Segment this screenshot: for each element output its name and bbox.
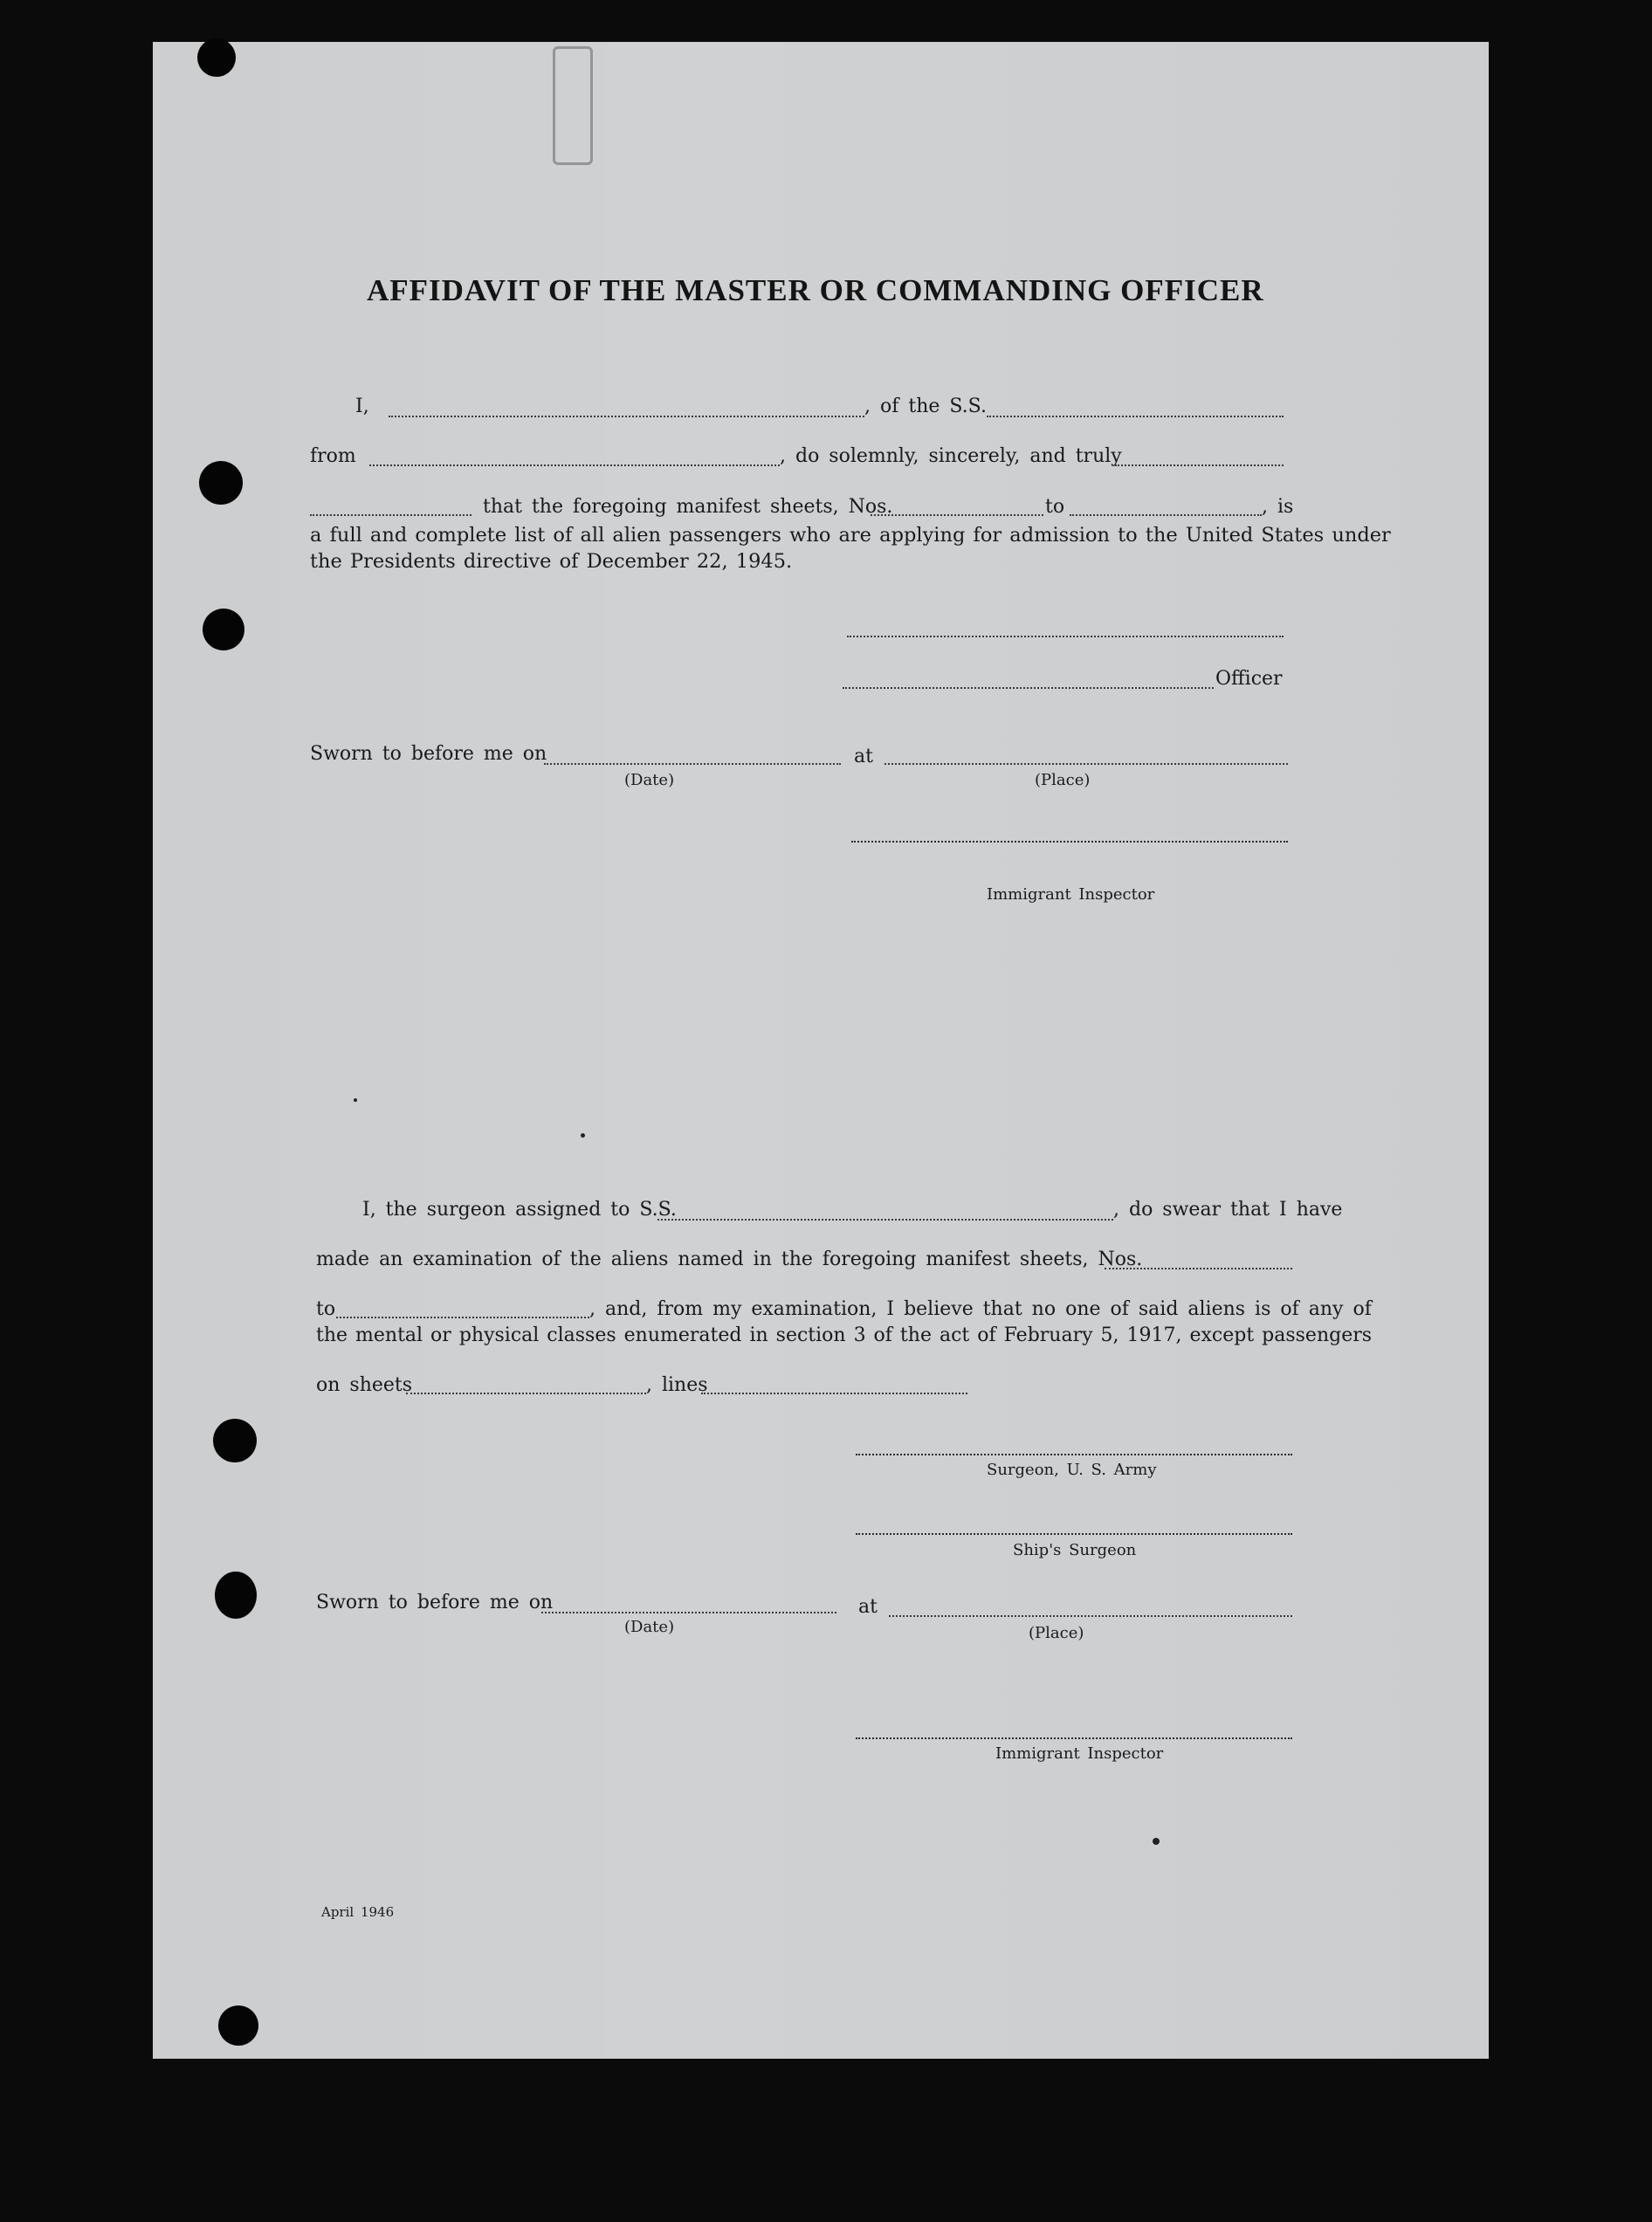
- of-ss-label: , of the S.S.: [864, 396, 987, 417]
- surgeon-sheets-to-field[interactable]: [336, 1317, 589, 1318]
- surgeon-line-1a: I, the surgeon assigned to S.S.: [362, 1199, 677, 1221]
- punch-hole: [197, 38, 236, 77]
- inspector-signature-line-1[interactable]: [851, 841, 1288, 843]
- is-label: , is: [1262, 496, 1294, 518]
- declaration-line-2: a full and complete list of all alien passengers who are applying for admission to the United States under: [310, 524, 1391, 547]
- place-caption-1: (Place): [1035, 771, 1091, 789]
- master-signature-field[interactable]: [847, 636, 1284, 637]
- form-date: April 1946: [321, 1904, 395, 1920]
- exception-sheets-field[interactable]: [406, 1393, 646, 1394]
- from-label: from: [310, 445, 356, 467]
- sworn-label-2: Sworn to before me on: [316, 1592, 554, 1613]
- surgeon-to-label: to: [316, 1298, 336, 1320]
- form-title: AFFIDAVIT OF THE MASTER OR COMMANDING OFFICER: [367, 273, 1264, 307]
- exception-lines-field[interactable]: [701, 1393, 967, 1394]
- sheet-to-field[interactable]: [1070, 514, 1262, 516]
- speck: [1153, 1838, 1160, 1845]
- at-label-1: at: [854, 746, 873, 767]
- lines-label: , lines: [646, 1374, 708, 1396]
- stamp-mark: [553, 46, 593, 165]
- declare-field[interactable]: [310, 514, 472, 516]
- punch-hole: [199, 461, 243, 505]
- surgeon-line-4: the mental or physical classes enumerated in section 3 of the act of February 5, 1917, except passengers: [316, 1324, 1373, 1346]
- punch-hole: [213, 1419, 257, 1462]
- sworn-place-field-2[interactable]: [889, 1615, 1292, 1617]
- speck: [581, 1133, 585, 1138]
- declaration-line-3: the Presidents directive of December 22, 1945.: [310, 550, 793, 573]
- solemnly-label: , do solemnly, sincerely, and truly: [780, 445, 1122, 467]
- surgeon-ship-field[interactable]: [657, 1219, 1113, 1221]
- master-name-field[interactable]: [389, 416, 864, 417]
- officer-field[interactable]: [843, 687, 1214, 689]
- oath-field[interactable]: [1115, 464, 1284, 466]
- surgeon-sheets-from-field[interactable]: [1105, 1268, 1292, 1269]
- date-caption-2: (Date): [624, 1618, 675, 1636]
- sworn-date-field-1[interactable]: [544, 763, 841, 765]
- punch-hole: [215, 1572, 257, 1619]
- army-surgeon-label: Surgeon, U. S. Army: [987, 1461, 1157, 1479]
- speck: [354, 1098, 357, 1102]
- sworn-label-1: Sworn to before me on: [310, 743, 547, 765]
- foregoing-sheets-label: that the foregoing manifest sheets, Nos.: [483, 496, 893, 518]
- ship-name-field[interactable]: [987, 416, 1284, 417]
- surgeon-line-3b: , and, from my examination, I believe that no one of said aliens is of any of: [589, 1298, 1372, 1320]
- ships-surgeon-signature-line[interactable]: [856, 1533, 1292, 1535]
- punch-hole: [218, 2005, 258, 2046]
- from-port-field[interactable]: [369, 464, 780, 466]
- officer-label: Officer: [1215, 668, 1283, 690]
- immigrant-inspector-label-1: Immigrant Inspector: [987, 885, 1155, 904]
- surgeon-line-2: made an examination of the aliens named in the foregoing manifest sheets, Nos.: [316, 1249, 1143, 1270]
- to-label: to: [1045, 496, 1065, 518]
- surgeon-line-1b: , do swear that I have: [1113, 1199, 1343, 1221]
- inspector-signature-line-2[interactable]: [856, 1737, 1292, 1739]
- date-caption-1: (Date): [624, 771, 675, 789]
- sworn-date-field-2[interactable]: [541, 1612, 836, 1613]
- place-caption-2: (Place): [1029, 1624, 1084, 1642]
- punch-hole: [203, 609, 244, 650]
- on-sheets-label: on sheets: [316, 1374, 413, 1396]
- immigrant-inspector-label-2: Immigrant Inspector: [995, 1744, 1164, 1763]
- document-page: [153, 42, 1489, 2059]
- master-i-label: I,: [355, 396, 369, 417]
- army-surgeon-signature-line[interactable]: [856, 1454, 1292, 1455]
- ships-surgeon-label: Ship's Surgeon: [1013, 1541, 1137, 1559]
- sheet-from-field[interactable]: [871, 514, 1043, 516]
- sworn-place-field-1[interactable]: [885, 763, 1288, 765]
- at-label-2: at: [858, 1596, 878, 1618]
